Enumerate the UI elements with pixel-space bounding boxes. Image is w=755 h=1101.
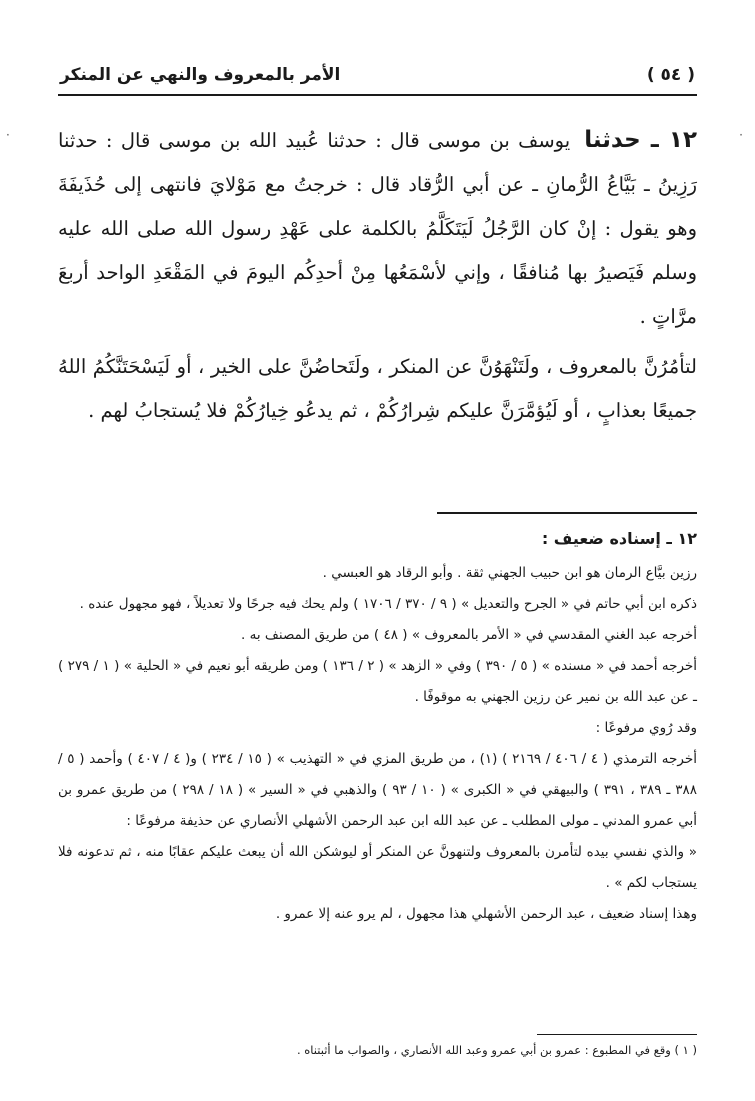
commentary-line: وهذا إسناد ضعيف ، عبد الرحمن الأشهلي هذا مجهول ، لم يرو عنه إلا عمرو .: [275, 906, 697, 922]
footnote: ( ١ ) وقع في المطبوع : عمرو بن أبي عمرو وعبد الله الأنصاري ، والصواب ما أثبتناه .: [296, 1043, 697, 1057]
hadith-paragraph-2: لتأمُرُنَّ بالمعروف ، ولَتَنْهَوُنَّ عن المنكر ، ولَتَحاضُنَّ على الخير ، أو لَيَسْحَتَنَّكُمُ اللهُ جميعًا بعذابٍ ، أو لَيُؤمَّرَنَّ عليكم شِرارُكُمْ ، ثم يدعُو خِيارُكُمْ فلا يُستجابُ لهم .: [58, 355, 697, 422]
commentary-line: « والذي نفسي بيده لتأمرن بالمعروف ولتنهونَّ عن المنكر أو ليوشكن الله أن يبعث عليكم عقابًا منه ، ثم تدعونه فلا يستجاب لكم » .: [58, 844, 697, 891]
hadith-paragraph-1-text: يوسف بن موسى قال : حدثنا عُبيد الله بن موسى قال : حدثنا رَزِينُ ـ بَيَّاعُ الرُّمانِ ـ عن أبي الرُّقاد قال : خرجتُ مع مَوْلايَ فانتهى إلى حُذَيفَةَ وهو يقول : إنْ كان الرَّجُلُ لَيَتَكَلَّمُ بالكلمة على عَهْدِ رسول الله صلى الله عليه وسلم فَيَصيرُ بها مُنافقًا ، وإني لأسْمَعُها مِنْ أحدِكُم اليومَ في المَقْعَدِ الواحد أربعَ مرَّاتٍ .: [58, 129, 697, 328]
running-header: [60, 58, 695, 92]
commentary-line: أخرجه أحمد في « مسنده » ( ٥ / ٣٩٠ ) وفي « الزهد » ( ٢ / ١٣٦ ) ومن طريقه أبو نعيم في « الحلية » ( ١ / ٢٧٩ ) ـ عن عبد الله بن نمير عن رزين الجهني به موقوفًا .: [58, 658, 698, 705]
commentary-line: رزين بيَّاع الرمان هو ابن حبيب الجهني ثقة . وأبو الرقاد هو العبسي .: [322, 565, 697, 581]
page-number: ( ٥٤ ): [646, 65, 695, 85]
hadith-text: [58, 118, 697, 433]
margin-mark-left: ·: [6, 128, 10, 142]
commentary-line: أخرجه الترمذي ( ٤ / ٤٠٦ / ٢١٦٩ ) (١) ، من طريق المزي في « التهذيب » ( ١٥ / ٢٣٤ ) و( ٤ / ٤٠٧ ) وأحمد ( ٥ / ٣٨٨ ـ ٣٨٩ ، ٣٩١ ) والبيهقي في « الكبرى » ( ١٠ / ٩٣ ) والذهبي في « السير » ( ١٨ / ٢٩٨ ) من طريق عمرو بن أبي عمرو المدني ـ مولى المطلب ـ عن عبد الله ابن عبد الرحمن الأشهلي الأنصاري عن حذيفة مرفوعًا :: [58, 751, 697, 829]
commentary-line: أخرجه عبد الغني المقدسي في « الأمر بالمعروف » ( ٤٨ ) من طريق المصنف به .: [241, 627, 697, 643]
commentary-line: وقد رُوي مرفوعًا :: [595, 720, 697, 736]
hadith-number: ١٢ ـ حدثنا: [584, 127, 697, 153]
hadith-paragraph-1: [58, 118, 697, 339]
commentary-heading: ١٢ ـ إسناده ضعيف :: [541, 529, 697, 548]
header-rule: [58, 94, 697, 96]
margin-mark-right: ·: [739, 128, 743, 142]
footnote-rule: [537, 1034, 697, 1035]
header-title: الأمر بالمعروف والنهي عن المنكر: [60, 65, 341, 85]
commentary-line: ذكره ابن أبي حاتم في « الجرح والتعديل » ( ٩ / ٣٧٠ / ١٧٠٦ ) ولم يحك فيه جرحًا ولا تعديلاً ، فهو مجهول عنده .: [79, 596, 697, 612]
commentary-rule: [437, 512, 697, 514]
commentary: [58, 522, 697, 930]
